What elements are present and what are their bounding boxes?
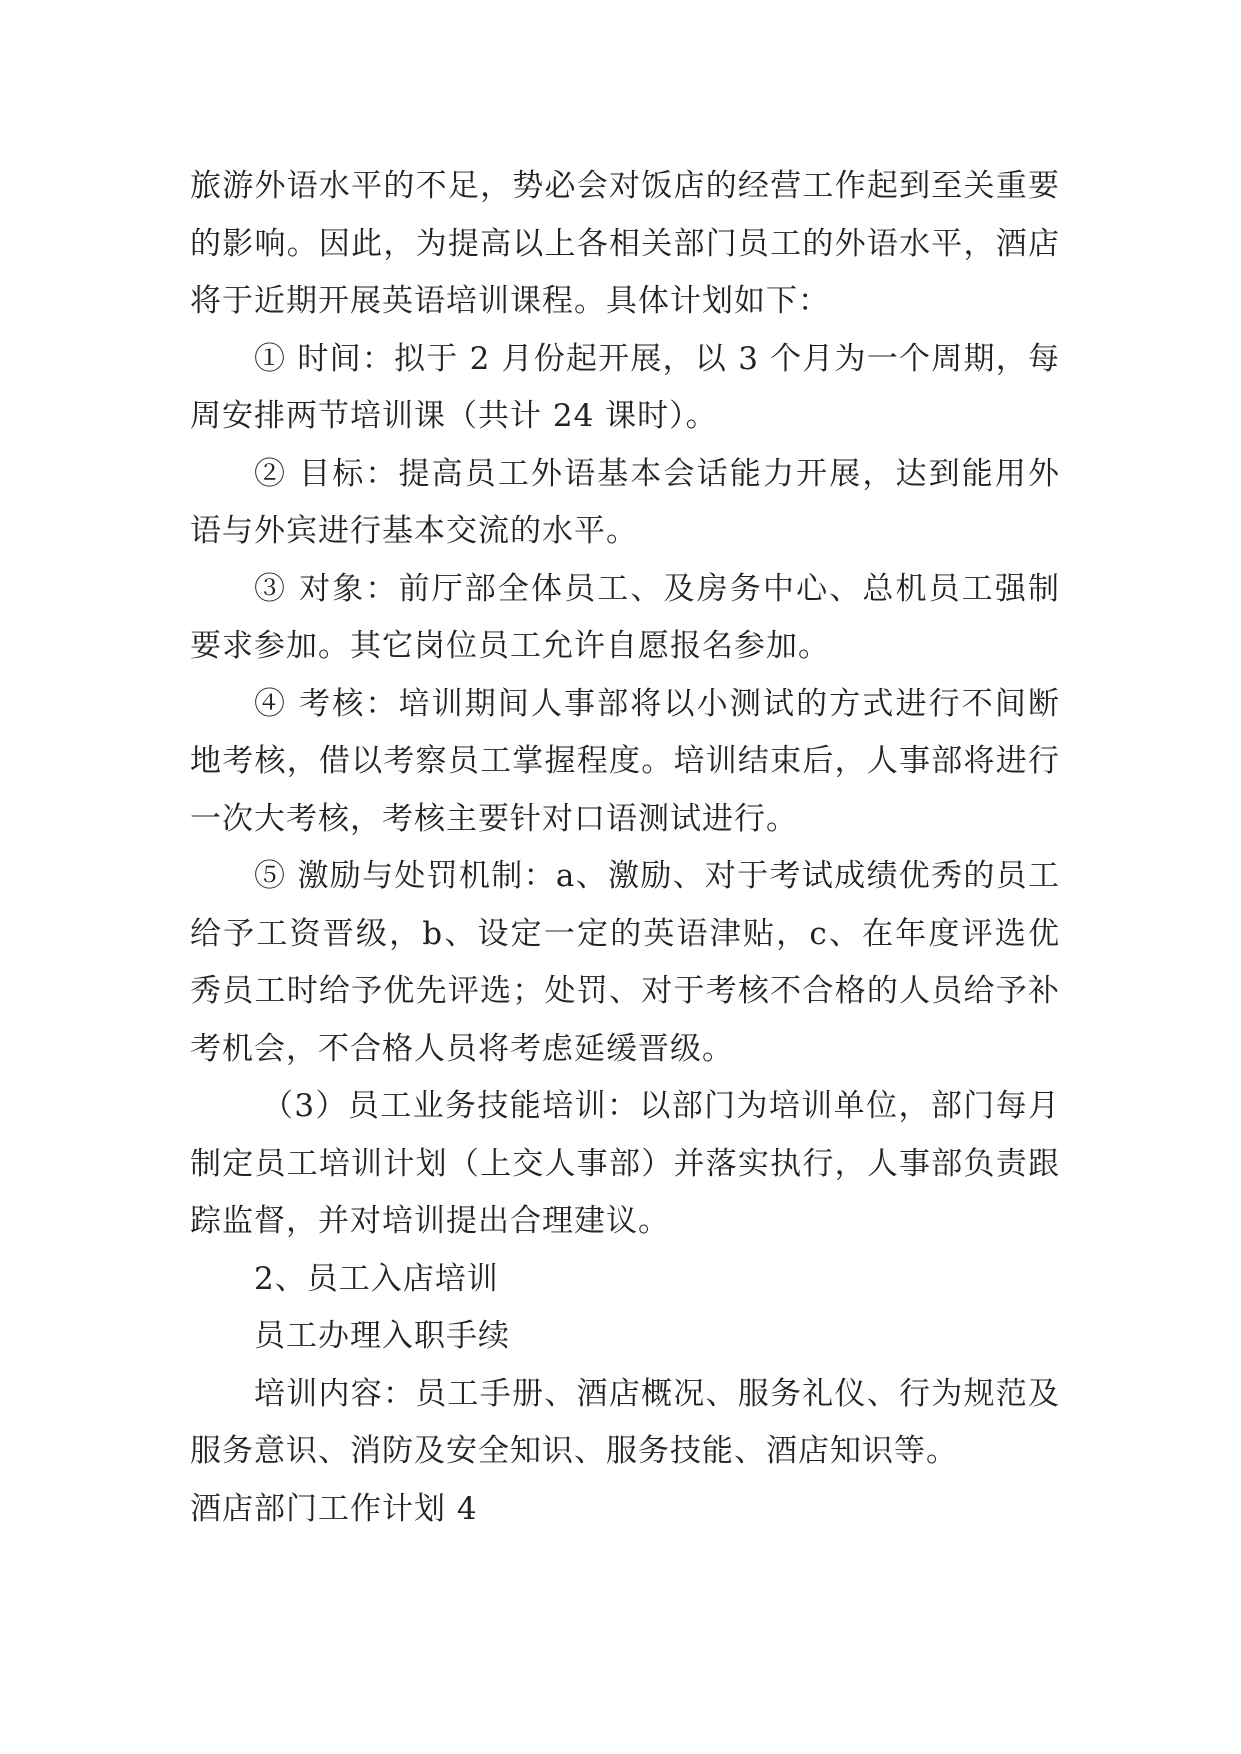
paragraph-item-incentive: ⑤ 激励与处罚机制：a、激励、对于考试成绩优秀的员工给予工资晋级，b、设定一定的英语津贴，c、在年度评选优秀员工时给予优先评选；处罚、对于考核不合格的人员给予补考机会，不合格人员将考虑延缓晋级。 bbox=[190, 858, 1060, 1067]
paragraph-heading-onboarding: 2、员工入店培训 bbox=[254, 1260, 499, 1297]
paragraph-onboarding-procedure: 员工办理入职手续 bbox=[254, 1318, 510, 1354]
paragraph-skills-training: （3）员工业务技能培训：以部门为培训单位，部门每月制定员工培训计划（上交人事部）并落实执行，人事部负责跟踪监督，并对培训提出合理建议。 bbox=[190, 1088, 1060, 1239]
paragraph-item-assessment: ④ 考核：培训期间人事部将以小测试的方式进行不间断地考核，借以考察员工掌握程度。培训结束后，人事部将进行一次大考核，考核主要针对口语测试进行。 bbox=[190, 685, 1060, 837]
paragraph-item-target: ③ 对象：前厅部全体员工、及房务中心、总机员工强制要求参加。其它岗位员工允许自愿报名参加。 bbox=[190, 570, 1060, 664]
paragraph-intro: 旅游外语水平的不足，势必会对饭店的经营工作起到至关重要的影响。因此，为提高以上各相关部门员工的外语水平，酒店将于近期开展英语培训课程。具体计划如下： bbox=[190, 168, 1060, 319]
paragraph-item-time: ① 时间：拟于 2 月份起开展，以 3 个月为一个周期，每周安排两节培训课（共计 24 课时）。 bbox=[190, 340, 1060, 434]
paragraph-item-goal: ② 目标：提高员工外语基本会话能力开展，达到能用外语与外宾进行基本交流的水平。 bbox=[190, 455, 1060, 549]
paragraph-training-content: 培训内容：员工手册、酒店概况、服务礼仪、行为规范及服务意识、消防及安全知识、服务技能、酒店知识等。 bbox=[190, 1375, 1060, 1469]
paragraph-section-title: 酒店部门工作计划 4 bbox=[190, 1490, 478, 1527]
document-body bbox=[190, 158, 1060, 1538]
